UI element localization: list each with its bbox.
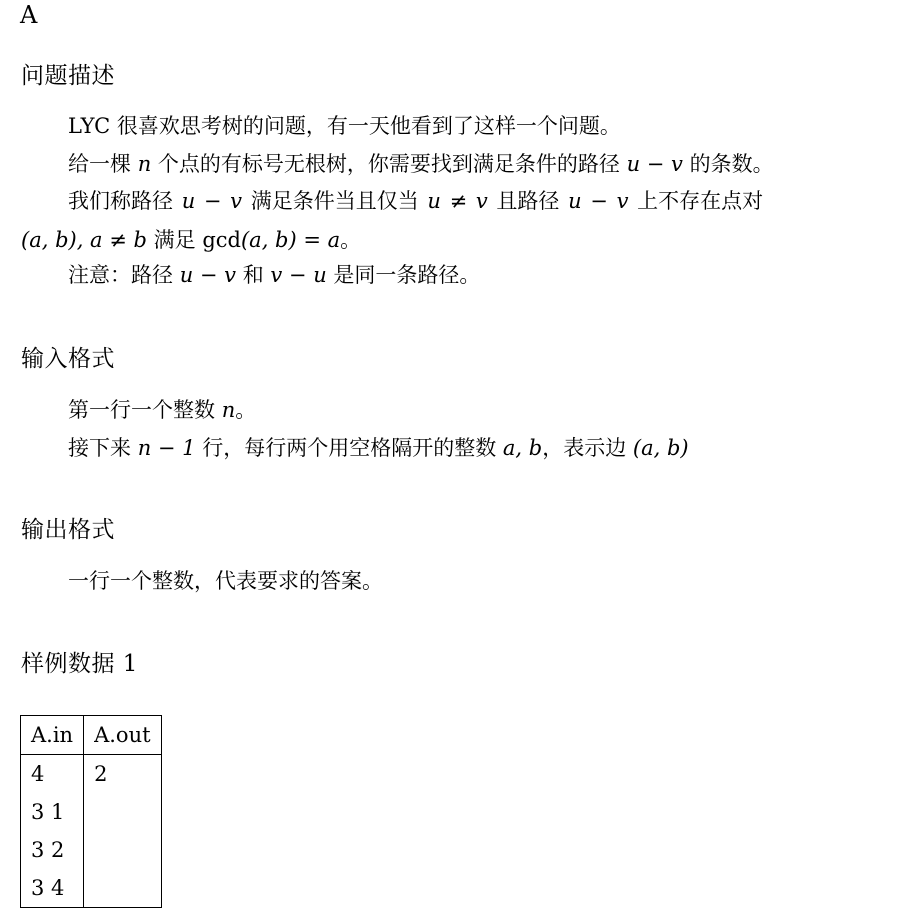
column-header-input: A.in [21,716,84,755]
math-edge: (a, b) [632,436,689,460]
table-header-row [21,716,162,755]
description-line-1: LYC 很喜欢思考树的问题，有一天他看到了这样一个问题。 [68,114,621,138]
sample-output-line: 2 [94,762,108,786]
sample-heading: 样例数据 1 [21,651,138,677]
input-format-line-2 [68,433,689,463]
math-gcd: gcd [202,228,241,252]
math-path-uv: u − v [179,263,237,287]
text: 满足条件当且仅当 [242,189,428,213]
text: 注意：路径 [68,263,180,287]
text: 。 [340,228,362,252]
input-format-line-1 [68,395,256,425]
math-n: n [221,398,236,422]
math-path: u − v [626,152,683,176]
math-path: u − v [568,189,629,213]
description-line-3 [68,186,763,216]
sample-input-line: 3 2 [31,838,65,862]
description-line-5 [68,260,480,290]
sample-input-line: 4 [31,762,45,786]
text: 且路径 [487,189,569,213]
column-header-output: A.out [84,716,161,755]
description-line-2 [68,149,774,179]
math-pair: (a, b), a ≠ b [21,228,147,252]
text: 接下来 [68,436,138,460]
input-format-heading: 输入格式 [21,346,115,372]
math-path: u − v [181,189,243,213]
text: 满足 [146,228,203,252]
sample-input-line: 3 1 [31,800,65,824]
text: 第一行一个整数 [68,398,222,422]
text: 上不存在点对 [628,189,764,213]
sample-output-cell [84,755,161,908]
sample-input-line: 3 4 [31,876,65,900]
math-n-minus-1: n − 1 [137,436,196,460]
math-ab: a, b [502,436,543,460]
text: 。 [235,398,257,422]
text: 的条数。 [682,152,774,176]
table-row [21,755,162,908]
text: 行，每行两个用空格隔开的整数 [195,436,503,460]
problem-title: A [20,1,38,29]
math-path-vu: v − u [270,263,327,287]
output-format-heading: 输出格式 [21,517,115,543]
math-n: n [137,152,152,176]
text: 和 [236,263,271,287]
text: 给一棵 [68,152,138,176]
text: 我们称路径 [68,189,182,213]
math-condition: u ≠ v [427,189,488,213]
description-line-4 [21,225,361,255]
text: 个点的有标号无根树，你需要找到满足条件的路径 [151,152,627,176]
text: 是同一条路径。 [326,263,481,287]
math-gcd-args: (a, b) = a [240,228,341,252]
description-heading: 问题描述 [21,63,115,89]
text: ，表示边 [542,436,633,460]
sample-table [20,715,162,908]
sample-input-cell [21,755,84,908]
output-format-line-1: 一行一个整数，代表要求的答案。 [68,569,383,593]
